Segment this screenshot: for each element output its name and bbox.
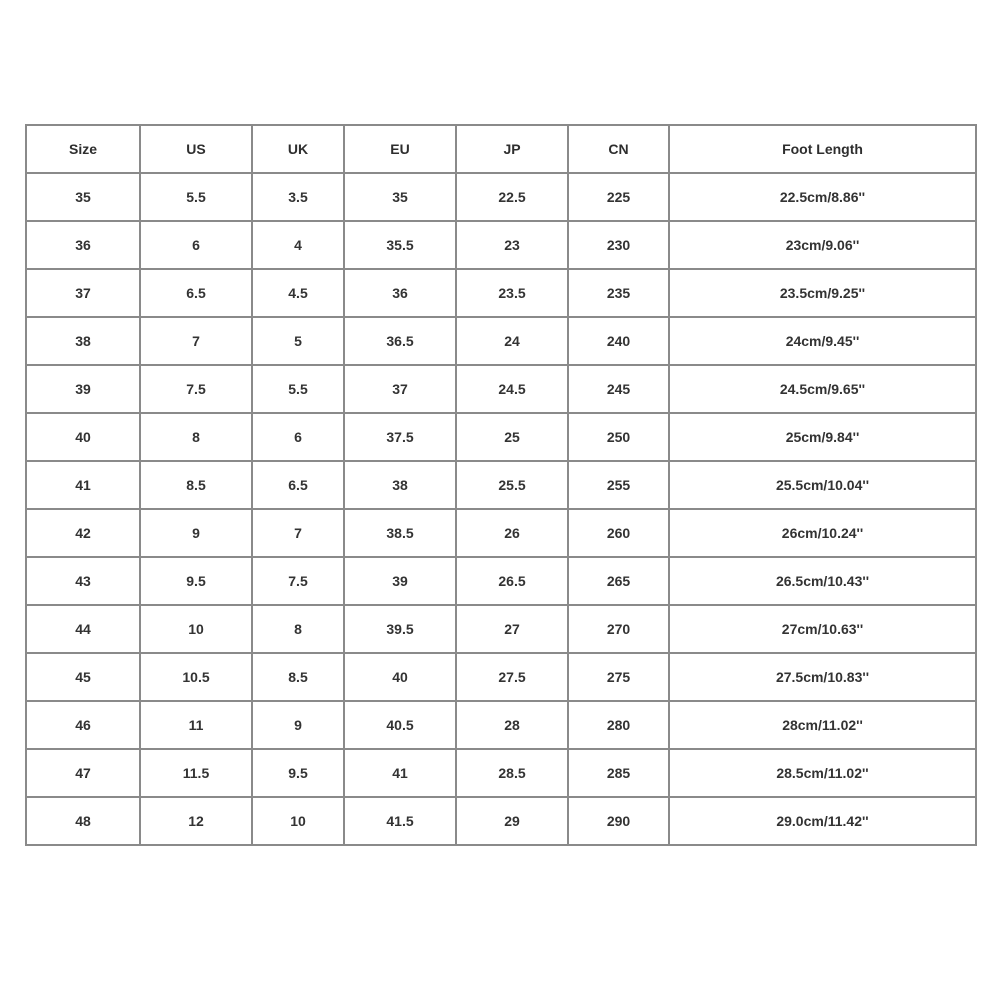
cell-foot-length: 27.5cm/10.83'' <box>669 653 976 701</box>
cell-us: 6.5 <box>140 269 252 317</box>
cell-uk: 3.5 <box>252 173 344 221</box>
cell-eu: 41.5 <box>344 797 456 845</box>
cell-jp: 24.5 <box>456 365 568 413</box>
cell-eu: 35.5 <box>344 221 456 269</box>
table-row <box>26 461 976 509</box>
cell-us: 10 <box>140 605 252 653</box>
cell-size: 47 <box>26 749 140 797</box>
cell-eu: 36 <box>344 269 456 317</box>
cell-eu: 37.5 <box>344 413 456 461</box>
header-us: US <box>140 125 252 173</box>
cell-us: 7 <box>140 317 252 365</box>
cell-size: 40 <box>26 413 140 461</box>
cell-us: 10.5 <box>140 653 252 701</box>
cell-size: 38 <box>26 317 140 365</box>
table-row <box>26 173 976 221</box>
cell-foot-length: 22.5cm/8.86'' <box>669 173 976 221</box>
cell-eu: 37 <box>344 365 456 413</box>
cell-jp: 26.5 <box>456 557 568 605</box>
cell-jp: 28 <box>456 701 568 749</box>
cell-cn: 235 <box>568 269 669 317</box>
cell-cn: 265 <box>568 557 669 605</box>
cell-cn: 290 <box>568 797 669 845</box>
table-body <box>26 173 976 845</box>
cell-jp: 27 <box>456 605 568 653</box>
cell-eu: 39.5 <box>344 605 456 653</box>
cell-cn: 250 <box>568 413 669 461</box>
table-row <box>26 701 976 749</box>
cell-cn: 225 <box>568 173 669 221</box>
cell-jp: 26 <box>456 509 568 557</box>
table-row <box>26 797 976 845</box>
cell-eu: 39 <box>344 557 456 605</box>
cell-size: 39 <box>26 365 140 413</box>
cell-foot-length: 27cm/10.63'' <box>669 605 976 653</box>
table-row <box>26 653 976 701</box>
cell-jp: 23.5 <box>456 269 568 317</box>
table-row <box>26 605 976 653</box>
cell-cn: 240 <box>568 317 669 365</box>
cell-jp: 27.5 <box>456 653 568 701</box>
table-row <box>26 221 976 269</box>
table-row <box>26 317 976 365</box>
cell-uk: 9.5 <box>252 749 344 797</box>
cell-eu: 41 <box>344 749 456 797</box>
cell-jp: 28.5 <box>456 749 568 797</box>
cell-jp: 29 <box>456 797 568 845</box>
cell-jp: 22.5 <box>456 173 568 221</box>
header-uk: UK <box>252 125 344 173</box>
cell-size: 45 <box>26 653 140 701</box>
cell-us: 9.5 <box>140 557 252 605</box>
header-cn: CN <box>568 125 669 173</box>
cell-foot-length: 26cm/10.24'' <box>669 509 976 557</box>
cell-cn: 260 <box>568 509 669 557</box>
cell-uk: 5 <box>252 317 344 365</box>
cell-cn: 245 <box>568 365 669 413</box>
cell-uk: 5.5 <box>252 365 344 413</box>
cell-us: 5.5 <box>140 173 252 221</box>
cell-us: 12 <box>140 797 252 845</box>
table-row <box>26 365 976 413</box>
cell-cn: 255 <box>568 461 669 509</box>
cell-size: 36 <box>26 221 140 269</box>
table-row <box>26 509 976 557</box>
cell-uk: 7.5 <box>252 557 344 605</box>
cell-cn: 275 <box>568 653 669 701</box>
cell-foot-length: 25cm/9.84'' <box>669 413 976 461</box>
cell-size: 35 <box>26 173 140 221</box>
cell-foot-length: 28cm/11.02'' <box>669 701 976 749</box>
cell-uk: 10 <box>252 797 344 845</box>
cell-uk: 6 <box>252 413 344 461</box>
cell-eu: 38.5 <box>344 509 456 557</box>
cell-jp: 25.5 <box>456 461 568 509</box>
cell-us: 11 <box>140 701 252 749</box>
cell-size: 41 <box>26 461 140 509</box>
cell-jp: 24 <box>456 317 568 365</box>
header-jp: JP <box>456 125 568 173</box>
table-row <box>26 413 976 461</box>
header-foot-length: Foot Length <box>669 125 976 173</box>
cell-us: 6 <box>140 221 252 269</box>
cell-foot-length: 23.5cm/9.25'' <box>669 269 976 317</box>
cell-size: 44 <box>26 605 140 653</box>
cell-foot-length: 24.5cm/9.65'' <box>669 365 976 413</box>
table-header-row <box>26 125 976 173</box>
cell-cn: 280 <box>568 701 669 749</box>
cell-uk: 7 <box>252 509 344 557</box>
cell-size: 42 <box>26 509 140 557</box>
cell-us: 9 <box>140 509 252 557</box>
cell-eu: 36.5 <box>344 317 456 365</box>
cell-foot-length: 23cm/9.06'' <box>669 221 976 269</box>
cell-uk: 8 <box>252 605 344 653</box>
cell-us: 8.5 <box>140 461 252 509</box>
cell-uk: 9 <box>252 701 344 749</box>
cell-uk: 4 <box>252 221 344 269</box>
header-eu: EU <box>344 125 456 173</box>
cell-size: 37 <box>26 269 140 317</box>
cell-uk: 8.5 <box>252 653 344 701</box>
table-row <box>26 749 976 797</box>
cell-us: 8 <box>140 413 252 461</box>
cell-jp: 23 <box>456 221 568 269</box>
cell-eu: 38 <box>344 461 456 509</box>
cell-foot-length: 24cm/9.45'' <box>669 317 976 365</box>
header-size: Size <box>26 125 140 173</box>
table-row <box>26 557 976 605</box>
cell-cn: 285 <box>568 749 669 797</box>
cell-cn: 270 <box>568 605 669 653</box>
table-row <box>26 269 976 317</box>
cell-uk: 4.5 <box>252 269 344 317</box>
cell-jp: 25 <box>456 413 568 461</box>
cell-cn: 230 <box>568 221 669 269</box>
cell-size: 43 <box>26 557 140 605</box>
cell-foot-length: 28.5cm/11.02'' <box>669 749 976 797</box>
cell-uk: 6.5 <box>252 461 344 509</box>
cell-foot-length: 25.5cm/10.04'' <box>669 461 976 509</box>
cell-us: 7.5 <box>140 365 252 413</box>
cell-size: 46 <box>26 701 140 749</box>
cell-eu: 40.5 <box>344 701 456 749</box>
cell-eu: 35 <box>344 173 456 221</box>
size-chart-table <box>25 124 977 846</box>
cell-us: 11.5 <box>140 749 252 797</box>
cell-size: 48 <box>26 797 140 845</box>
cell-foot-length: 26.5cm/10.43'' <box>669 557 976 605</box>
cell-eu: 40 <box>344 653 456 701</box>
cell-foot-length: 29.0cm/11.42'' <box>669 797 976 845</box>
